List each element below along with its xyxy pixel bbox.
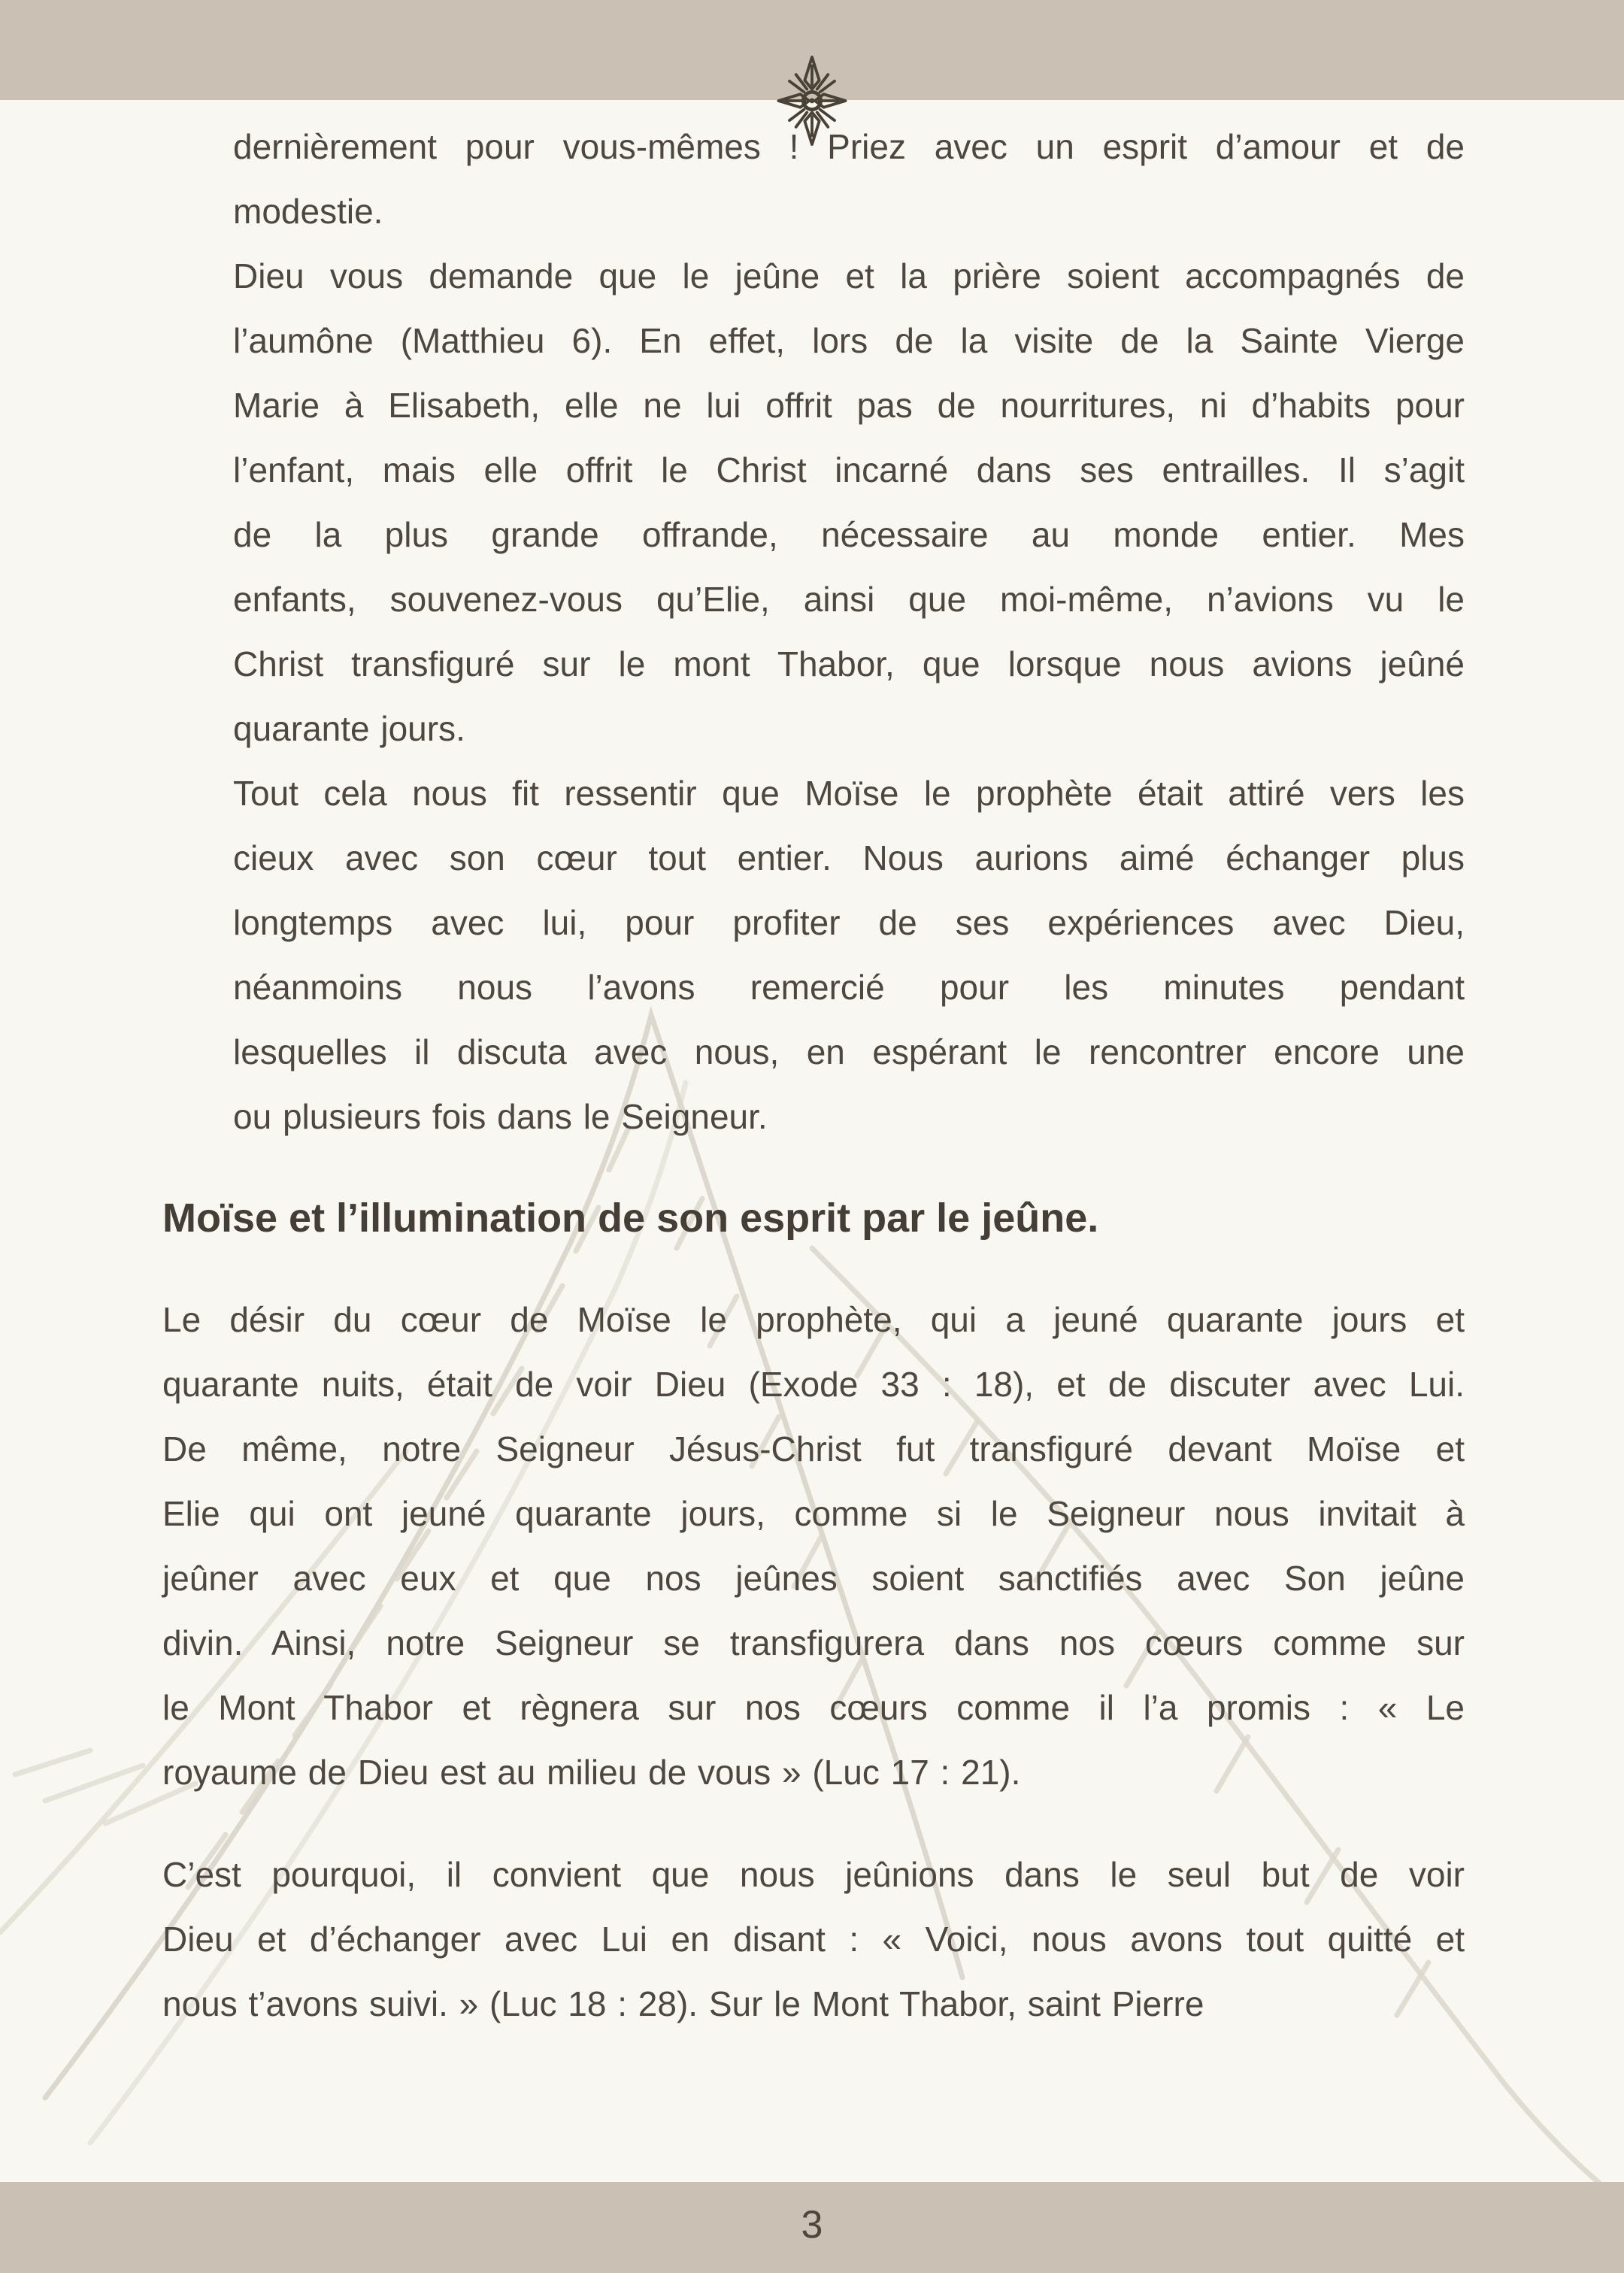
text-line: quarante nuits, était de voir Dieu (Exode 33 : 18), et de discuter avec Lui. (162, 1365, 1465, 1404)
text-line: l’aumône (Matthieu 6). En effet, lors de la visite de la Sainte Vierge (233, 321, 1465, 360)
text-line: ou plusieurs fois dans le Seigneur. (233, 1097, 768, 1136)
text-line: Dieu vous demande que le jeûne et la prière soient accompagnés de (233, 256, 1465, 295)
coptic-cross-icon (775, 56, 849, 146)
page-number: 3 (801, 2202, 823, 2247)
text-line: Elie qui ont jeuné quarante jours, comme si le Seigneur nous invitait à (162, 1494, 1465, 1533)
text-line: De même, notre Seigneur Jésus-Christ fut transfiguré devant Moïse et (162, 1429, 1465, 1468)
text-line: enfants, souvenez-vous qu’Elie, ainsi que moi-même, n’avions vu le (233, 580, 1465, 619)
text-line: Marie à Elisabeth, elle ne lui offrit pas de nourritures, ni d’habits pour (233, 386, 1465, 425)
text-line: divin. Ainsi, notre Seigneur se transfigurera dans nos cœurs comme sur (162, 1623, 1465, 1662)
text-line: de la plus grande offrande, nécessaire au monde entier. Mes (233, 515, 1465, 554)
text-line: modestie. (233, 192, 383, 231)
footer-band (0, 2182, 1624, 2273)
text-line: cieux avec son cœur tout entier. Nous aurions aimé échanger plus (233, 838, 1465, 877)
paragraph (162, 1842, 1465, 2036)
text-line: Christ transfiguré sur le mont Thabor, que lorsque nous avions jeûné (233, 644, 1465, 683)
text-line: dernièrement pour vous-mêmes ! Priez avec un esprit d’amour et de (233, 127, 1465, 166)
text-line: nous t’avons suivi. » (Luc 18 : 28). Sur le Mont Thabor, saint Pierre (162, 1984, 1204, 2023)
text-line: royaume de Dieu est au milieu de vous » (Luc 17 : 21). (162, 1753, 1021, 1792)
text-line: Le désir du cœur de Moïse le prophète, qui a jeuné quarante jours et (162, 1300, 1465, 1339)
text-line: longtemps avec lui, pour profiter de ses expériences avec Dieu, (233, 903, 1465, 942)
text-line: Tout cela nous fit ressentir que Moïse le prophète était attiré vers les (233, 774, 1465, 813)
text-line: quarante jours. (233, 709, 465, 748)
text-line: néanmoins nous l’avons remercié pour les minutes pendant (233, 968, 1465, 1007)
text-line: lesquelles il discuta avec nous, en espérant le rencontrer encore une (233, 1032, 1465, 1071)
section-heading: Moïse et l’illumination de son esprit par le jeûne. (162, 1196, 1099, 1241)
paragraph (162, 1287, 1465, 1805)
text-line: C’est pourquoi, il convient que nous jeûnions dans le seul but de voir (162, 1855, 1465, 1894)
text-line: jeûner avec eux et que nos jeûnes soient sanctifiés avec Son jeûne (162, 1559, 1465, 1598)
text-line: le Mont Thabor et règnera sur nos cœurs comme il l’a promis : « Le (162, 1688, 1465, 1727)
text-line: l’enfant, mais elle offrit le Christ incarné dans ses entrailles. Il s’agit (233, 450, 1465, 489)
text-line: Dieu et d’échanger avec Lui en disant : « Voici, nous avons tout quitté et (162, 1920, 1465, 1959)
quoted-text-block (233, 0, 1465, 1149)
